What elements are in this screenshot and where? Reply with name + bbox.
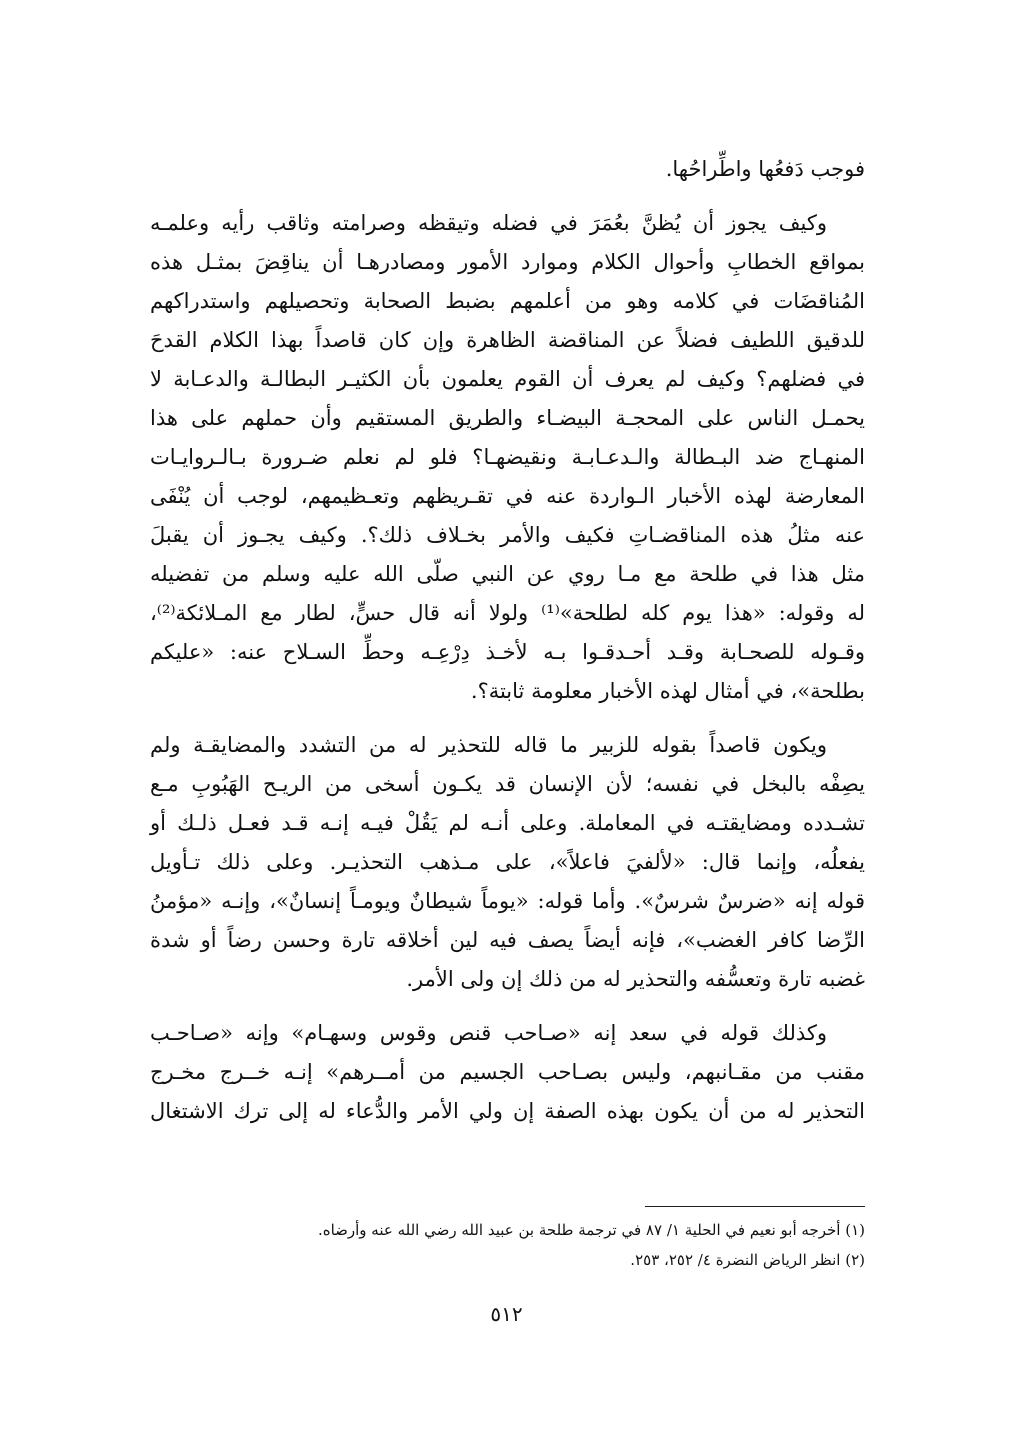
- text-line: تشـدده ومضايقتـه في المعاملة. وعلى أنـه لم يَقُلْ فيـه إنـه قـد فعـل ذلـك أو: [150, 811, 865, 835]
- text-line: المعارضة لهذه الأخبار الـواردة عنه في تقـريظهم وتعـظيمهم، لوجب أن يُنْفَى: [150, 484, 865, 508]
- footnotes: [150, 1215, 865, 1275]
- text-line: قوله إنه «ضرسٌ شرسٌ». وأما قوله: «يوماً شيطانٌ ويومـاً إنسانٌ»، وإنـه «مؤمنُ: [150, 889, 865, 913]
- text-line: مقنب من مقـانبهم، وليس بصـاحب الجسيم من أمــرهم» إنـه خــرج مخـرج: [150, 1060, 865, 1084]
- paragraph-4: [150, 1014, 865, 1131]
- text-line: وكيف يجوز أن يُظنَّ بعُمَرَ في فضله وتيقظه وصرامته وثاقب رأيه وعلمـه: [150, 211, 827, 235]
- footnote-1: (١) أخرجه أبو نعيم في الحلية ١/ ٨٧ في ترجمة طلحة بن عبيد الله رضي الله عنه وأرضاه.: [317, 1221, 865, 1239]
- text-line: عنه مثلُ هذه المناقضـاتِ فكيف والأمر بخـلاف ذلك؟. وكيف يجـوز أن يقبلَ: [150, 523, 865, 547]
- text-line: المنهـاج ضد البـطالة والـدعـابـة ونقيضهـا؟ فلو لم نعلم ضـرورة بـالـروايـات: [150, 445, 865, 469]
- text-line: المُناقضَات في كلامه وهو من أعلمهم بضبط الصحابة وتحصيلهم واستدراكهم: [150, 289, 865, 313]
- text-line: مثل هذا في طلحة مع مـا روي عن النبي صلّى الله عليه وسلم من تفضيله: [150, 562, 865, 586]
- paragraph-3: [150, 726, 865, 999]
- text-line: بطلحة»، في أمثال لهذه الأخبار معلومة ثابتة؟.: [470, 679, 865, 703]
- text-line: بمواقع الخطابِ وأحوال الكلام وموارد الأمور ومصادرهـا أن يناقِضَ بمثـل هذه: [150, 250, 865, 274]
- text-line: له وقوله: «هذا يوم كله لطلحة»⁽¹⁾ ولولا أنه قال حسٍّ، لطار مع المـلائكة⁽²⁾،: [150, 601, 865, 625]
- page-body: [150, 150, 865, 1131]
- text-line: وقـوله للصحـابة وقـد أحـدقـوا بـه لأخـذ دِرْعِـه وحطِّ السـلاح عنه: «عليكم: [150, 640, 865, 664]
- text-line: وكذلك قوله في سعد إنه «صـاحب قنص وقوس وسهـام» وإنه «صـاحـب: [150, 1021, 827, 1045]
- text-line: للدقيق اللطيف فضلاً عن المناقضة الظاهرة وإن كان قاصداً بهذا الكلام القدحَ: [150, 328, 865, 352]
- text-line: ويكون قاصداً بقوله للزبير ما قاله للتحذير له من التشدد والمضايقـة ولم: [150, 733, 827, 757]
- paragraph-1: [150, 150, 865, 189]
- footnote-separator: [645, 1206, 865, 1207]
- text-line: يحمـل الناس على المحجـة البيضـاء والطريق المستقيم وأن حملهم على هذا: [150, 406, 865, 430]
- text-line: في فضلهم؟ وكيف لم يعرف أن القوم يعلمون بأن الكثيـر البطالـة والدعـابة لا: [150, 367, 865, 391]
- text-line: التحذير له من أن يكون بهذه الصفة إن ولي الأمر والدُّعاء له إلى ترك الاشتغال: [150, 1099, 865, 1123]
- text-line: يفعلُه، وإنما قال: «لألفيَ فاعلاً»، على مـذهب التحذيـر. وعلى ذلك تـأويل: [150, 850, 865, 874]
- text-line: غضبه تارة وتعسُّفه والتحذير له من ذلك إن ولى الأمر.: [406, 967, 865, 991]
- text-line: يصِفْه بالبخل في نفسه؛ لأن الإنسان قد يكـون أسخى من الريـح الهَبُوبِ مـع: [150, 772, 865, 796]
- paragraph-2: [150, 204, 865, 711]
- text-line: الرِّضا كافر الغضب»، فإنه أيضاً يصف فيه لين أخلاقه تارة وحسن رضاً أو شدة: [150, 928, 865, 952]
- text-line: فوجب دَفعُها واطِّراحُها.: [665, 157, 865, 181]
- page-number: ٥١٢: [490, 1302, 523, 1326]
- footnote-2: (٢) انظر الرياض النضرة ٤/ ٢٥٢، ٢٥٣.: [630, 1251, 865, 1269]
